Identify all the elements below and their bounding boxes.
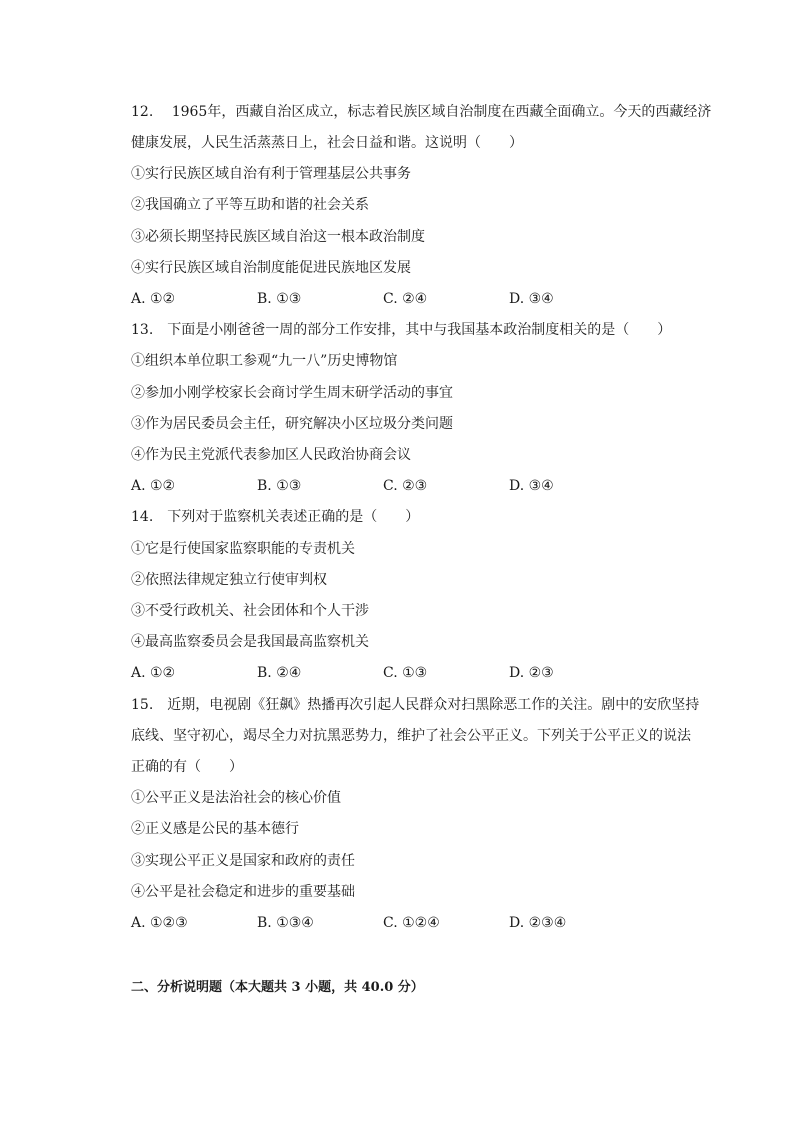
q12-item-1: ①实行民族区域自治有利于管理基层公共事务 <box>131 166 411 182</box>
q13-item-4: ④作为民主党派代表参加区人民政治协商会议 <box>131 447 411 463</box>
q12-option-a[interactable]: A. ①② <box>131 291 176 307</box>
q15-stem-line-2: 底线、坚守初心，竭尽全力对抗黑恶势力，维护了社会公平正义。下列关于公平正义的说法 <box>131 728 691 744</box>
q14-stem-line-1: 14. 下列对于监察机关表述正确的是（ ） <box>131 509 420 525</box>
q12-options <box>131 289 691 309</box>
q12-option-c[interactable]: C. ②④ <box>383 291 428 307</box>
q15-option-b[interactable]: B. ①③④ <box>257 915 314 931</box>
q14-item-2: ②依照法律规定独立行使审判权 <box>131 572 327 588</box>
q14-item-4: ④最高监察委员会是我国最高监察机关 <box>131 634 369 650</box>
q13-option-d[interactable]: D. ③④ <box>509 478 554 494</box>
q15-item-3: ③实现公平正义是国家和政府的责任 <box>131 853 355 869</box>
q12-option-b[interactable]: B. ①③ <box>257 291 302 307</box>
q15-stem-line-3: 正确的有（ ） <box>131 759 243 775</box>
q15-option-c[interactable]: C. ①②④ <box>383 915 440 931</box>
q12-stem-line-2: 健康发展，人民生活蒸蒸日上，社会日益和谐。这说明（ ） <box>131 135 523 151</box>
q14-item-3: ③不受行政机关、社会团体和个人干涉 <box>131 603 369 619</box>
q15-item-2: ②正义感是公民的基本德行 <box>131 821 299 837</box>
q15-option-a[interactable]: A. ①②③ <box>131 915 188 931</box>
q13-item-1: ①组织本单位职工参观“九一八”历史博物馆 <box>131 353 398 369</box>
q12-stem-line-1: 12. 1965年，西藏自治区成立，标志着民族区域自治制度在西藏全面确立。今天的西藏经济 <box>131 104 712 120</box>
q15-item-1: ①公平正义是法治社会的核心价值 <box>131 790 341 806</box>
q13-option-b[interactable]: B. ①③ <box>257 478 302 494</box>
q14-option-b[interactable]: B. ②④ <box>257 665 302 681</box>
q13-option-a[interactable]: A. ①② <box>131 478 176 494</box>
q13-item-2: ②参加小刚学校家长会商讨学生周末研学活动的事宜 <box>131 385 453 401</box>
q13-options <box>131 476 691 496</box>
q14-option-c[interactable]: C. ①③ <box>383 665 428 681</box>
q15-options <box>131 913 691 933</box>
q14-option-d[interactable]: D. ②③ <box>509 665 554 681</box>
q13-item-3: ③作为居民委员会主任，研究解决小区垃圾分类问题 <box>131 416 453 432</box>
q13-option-c[interactable]: C. ②③ <box>383 478 428 494</box>
q15-option-d[interactable]: D. ②③④ <box>509 915 567 931</box>
q15-item-4: ④公平是社会稳定和进步的重要基础 <box>131 884 355 900</box>
section-heading: 二、分析说明题（本大题共 3 小题，共 40.0 分） <box>131 980 424 995</box>
q14-option-a[interactable]: A. ①② <box>131 665 176 681</box>
q12-item-4: ④实行民族区域自治制度能促进民族地区发展 <box>131 260 411 276</box>
q14-item-1: ①它是行使国家监察职能的专责机关 <box>131 541 355 557</box>
q12-option-d[interactable]: D. ③④ <box>509 291 554 307</box>
q14-options <box>131 663 691 683</box>
q15-stem-line-1: 15. 近期，电视剧《狂飙》热播再次引起人民群众对扫黑除恶工作的关注。剧中的安欣坚持 <box>131 697 700 713</box>
q12-item-2: ②我国确立了平等互助和谐的社会关系 <box>131 197 369 213</box>
q13-stem-line-1: 13. 下面是小刚爸爸一周的部分工作安排，其中与我国基本政治制度相关的是（ ） <box>131 322 672 338</box>
q12-item-3: ③必须长期坚持民族区域自治这一根本政治制度 <box>131 229 425 245</box>
